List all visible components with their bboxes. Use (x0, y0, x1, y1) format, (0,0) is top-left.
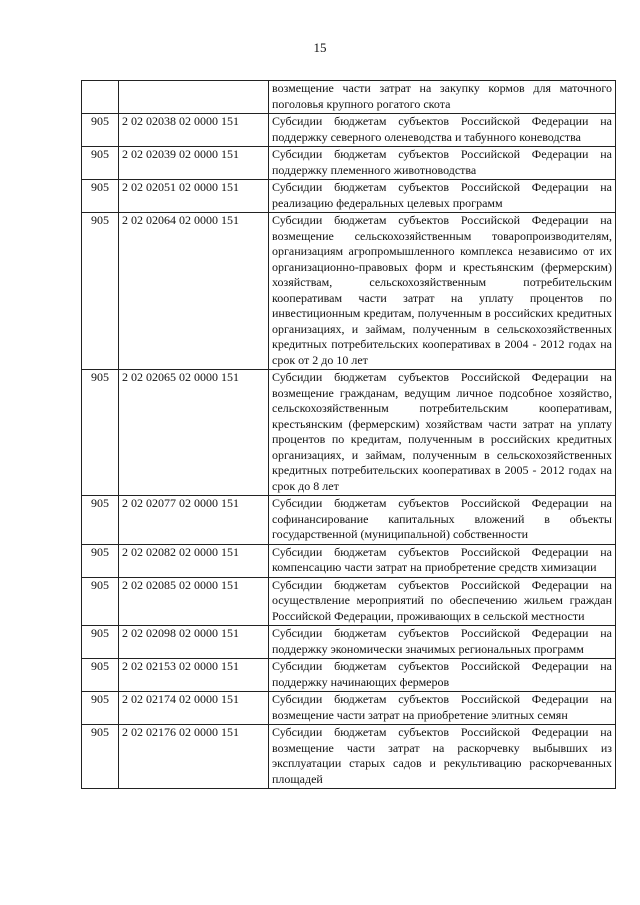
budget-classification-code-cell: 2 02 02039 02 0000 151 (119, 147, 269, 180)
admin-code-cell: 905 (82, 544, 119, 577)
admin-code-cell: 905 (82, 213, 119, 370)
revenue-description-cell: Субсидии бюджетам субъектов Российской Федерации на поддержку экономически значимых региональных программ (269, 626, 616, 659)
table-row (82, 725, 616, 789)
admin-code-cell: 905 (82, 496, 119, 545)
admin-code-cell: 905 (82, 370, 119, 496)
budget-classification-code-cell: 2 02 02065 02 0000 151 (119, 370, 269, 496)
revenue-description-cell: возмещение части затрат на закупку кормов для маточного поголовья крупного рогатого скота (269, 81, 616, 114)
admin-code-cell: 905 (82, 692, 119, 725)
revenue-description-cell: Субсидии бюджетам субъектов Российской Федерации на возмещение части затрат на приобретение элитных семян (269, 692, 616, 725)
table-row (82, 81, 616, 114)
admin-code-cell: 905 (82, 626, 119, 659)
budget-classification-code-cell: 2 02 02098 02 0000 151 (119, 626, 269, 659)
budget-codes-table (81, 80, 616, 789)
table-row (82, 659, 616, 692)
budget-classification-code-cell: 2 02 02077 02 0000 151 (119, 496, 269, 545)
revenue-description-cell: Субсидии бюджетам субъектов Российской Федерации на возмещение сельскохозяйственным товаропроизводителям, организациям агропромышленного комплекса независимо от их организационно-правовых форм и крестьянским (фермерским) хозяйствам, сельскохозяйственным потребительским кооперативам части затрат на уплату процентов по инвестиционным кредитам, полученным в российских кредитных организациях, и займам, полученным в сельскохозяйственных кредитных потребительских кооперативах в 2004 - 2012 годах на срок от 2 до 10 лет (269, 213, 616, 370)
table-row (82, 213, 616, 370)
revenue-description-cell: Субсидии бюджетам субъектов Российской Федерации на возмещение гражданам, ведущим личное подсобное хозяйство, сельскохозяйственным потребительским кооперативам, крестьянским (фермерским) хозяйствам части затрат на уплату процентов по кредитам, полученным в российских кредитных организациях, и займам, полученным в сельскохозяйственных кредитных потребительских кооперативах в 2005 - 2012 годах на срок до 8 лет (269, 370, 616, 496)
revenue-description-cell: Субсидии бюджетам субъектов Российской Федерации на осуществление мероприятий по обеспечению жильем граждан Российской Федерации, проживающих в сельской местности (269, 577, 616, 626)
table-row (82, 692, 616, 725)
budget-classification-code-cell: 2 02 02174 02 0000 151 (119, 692, 269, 725)
table-row (82, 370, 616, 496)
table-body (82, 81, 616, 789)
admin-code-cell: 905 (82, 180, 119, 213)
table-row (82, 180, 616, 213)
budget-classification-code-cell: 2 02 02176 02 0000 151 (119, 725, 269, 789)
table-row (82, 114, 616, 147)
revenue-description-cell: Субсидии бюджетам субъектов Российской Федерации на софинансирование капитальных вложений в объекты государственной (муниципальной) собственности (269, 496, 616, 545)
revenue-description-cell: Субсидии бюджетам субъектов Российской Федерации на поддержку северного оленеводства и табунного коневодства (269, 114, 616, 147)
revenue-description-cell: Субсидии бюджетам субъектов Российской Федерации на компенсацию части затрат на приобретение средств химизации (269, 544, 616, 577)
budget-classification-code-cell (119, 81, 269, 114)
revenue-description-cell: Субсидии бюджетам субъектов Российской Федерации на возмещение части затрат на раскорчевку выбывших из эксплуатации старых садов и рекультивацию раскорчеванных площадей (269, 725, 616, 789)
budget-classification-code-cell: 2 02 02051 02 0000 151 (119, 180, 269, 213)
table-row (82, 147, 616, 180)
revenue-description-cell: Субсидии бюджетам субъектов Российской Федерации на поддержку племенного животноводства (269, 147, 616, 180)
table-row (82, 577, 616, 626)
table-row (82, 496, 616, 545)
budget-classification-code-cell: 2 02 02085 02 0000 151 (119, 577, 269, 626)
page-number: 15 (313, 40, 327, 55)
admin-code-cell: 905 (82, 659, 119, 692)
table-row (82, 544, 616, 577)
budget-classification-code-cell: 2 02 02038 02 0000 151 (119, 114, 269, 147)
admin-code-cell (82, 81, 119, 114)
revenue-description-cell: Субсидии бюджетам субъектов Российской Федерации на поддержку начинающих фермеров (269, 659, 616, 692)
admin-code-cell: 905 (82, 147, 119, 180)
admin-code-cell: 905 (82, 577, 119, 626)
revenue-description-cell: Субсидии бюджетам субъектов Российской Федерации на реализацию федеральных целевых программ (269, 180, 616, 213)
budget-classification-code-cell: 2 02 02153 02 0000 151 (119, 659, 269, 692)
admin-code-cell: 905 (82, 725, 119, 789)
budget-classification-code-cell: 2 02 02082 02 0000 151 (119, 544, 269, 577)
table-row (82, 626, 616, 659)
budget-classification-code-cell: 2 02 02064 02 0000 151 (119, 213, 269, 370)
admin-code-cell: 905 (82, 114, 119, 147)
